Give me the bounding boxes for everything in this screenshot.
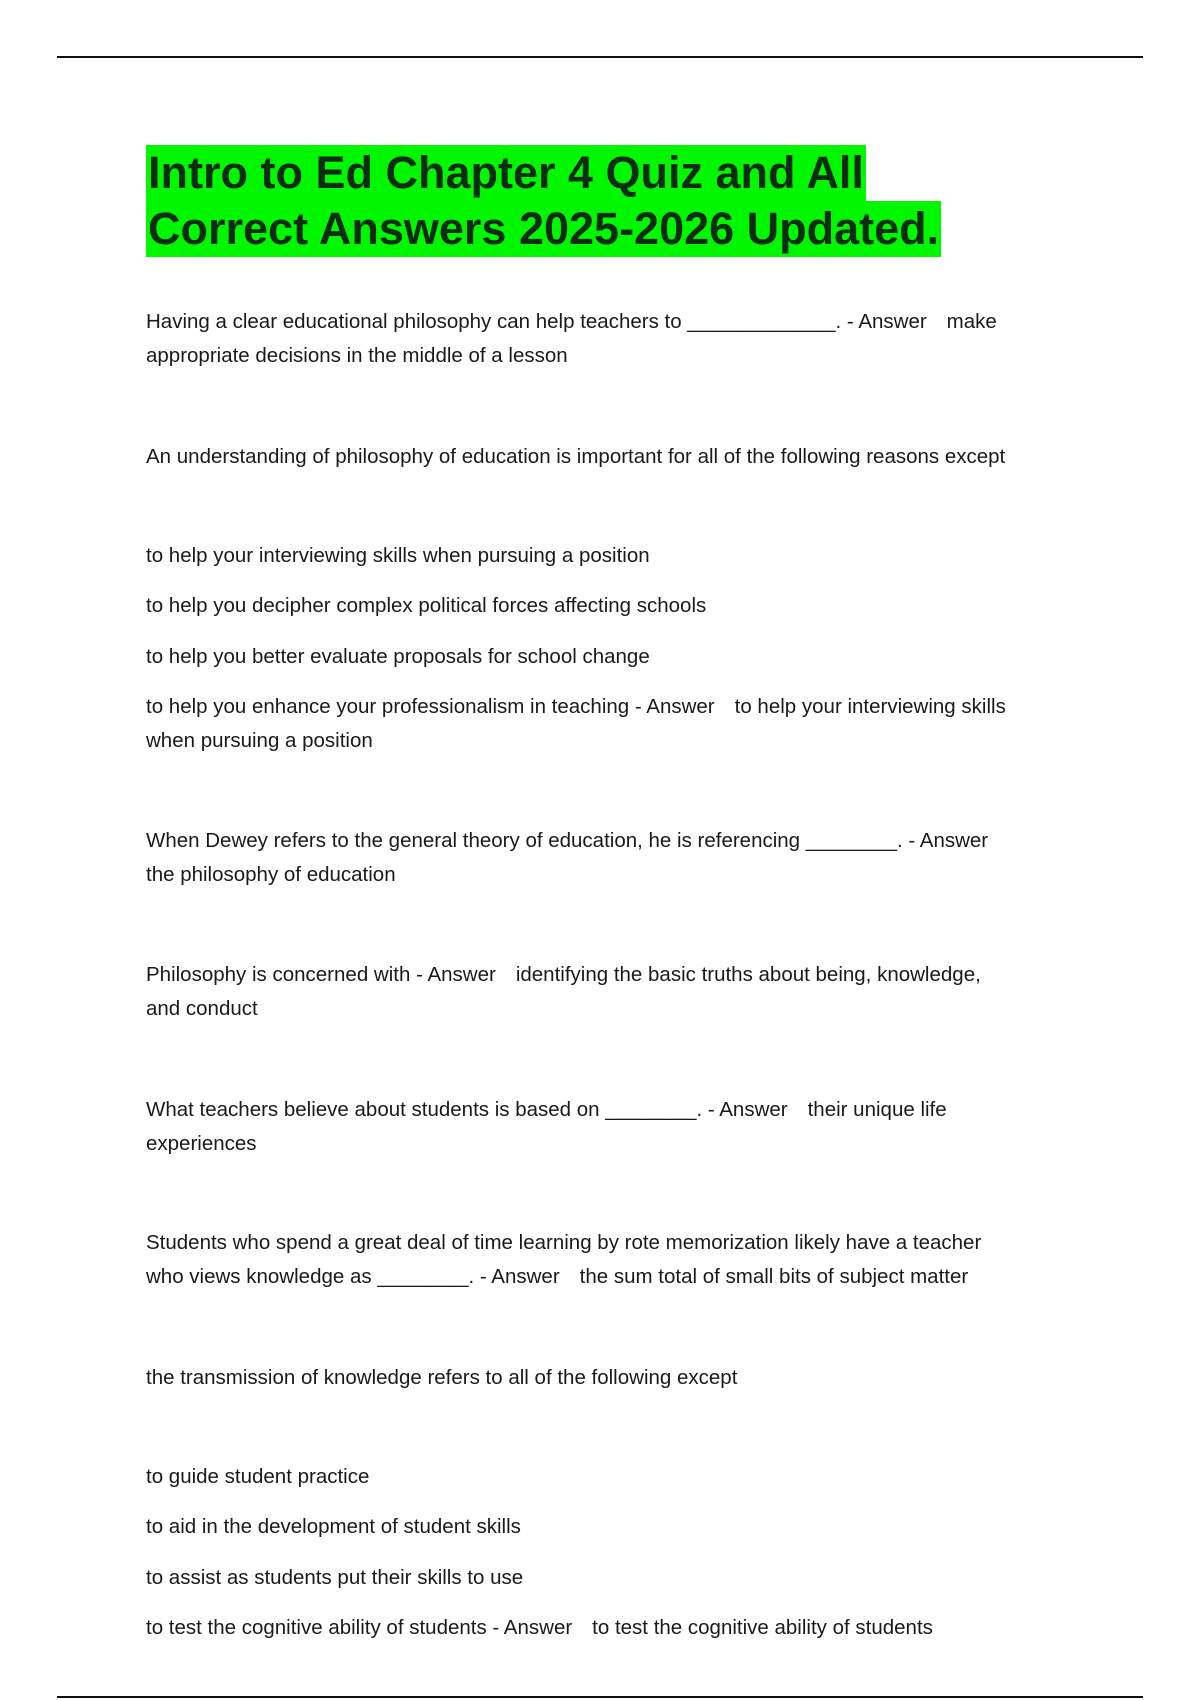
answer-text: to help your interviewing skills: [734, 695, 1006, 718]
qa-item-1: [146, 305, 1096, 373]
option-item: to help your interviewing skills when pursuing a position: [146, 544, 650, 567]
answer-continuation: the philosophy of education: [146, 863, 396, 886]
answer-text: to test the cognitive ability of students: [592, 1616, 933, 1639]
qa-item-3: [146, 824, 1096, 892]
answer-text: make: [946, 310, 997, 333]
question-text: Philosophy is concerned with - Answer: [146, 963, 496, 986]
option-item: to help you decipher complex political forces affecting schools: [146, 594, 707, 617]
option-item-with-answer: [146, 690, 1096, 758]
question-text: to test the cognitive ability of students - Answer: [146, 1616, 573, 1639]
qa-item-6: [146, 1226, 1096, 1294]
answer-continuation: when pursuing a position: [146, 729, 373, 752]
option-item-with-answer: [146, 1611, 1096, 1645]
question-continuation: who views knowledge as ________. - Answer: [146, 1265, 560, 1288]
header-rule: [57, 56, 1143, 58]
question-text: Having a clear educational philosophy can help teachers to _____________. - Answer: [146, 310, 927, 333]
option-item: to guide student practice: [146, 1465, 370, 1488]
qa-item-2: [146, 440, 1096, 474]
title-line-1: Intro to Ed Chapter 4 Quiz and All: [146, 145, 866, 201]
qa-item-4: [146, 958, 1096, 1026]
answer-continuation: and conduct: [146, 997, 258, 1020]
footer-rule: [57, 1696, 1143, 1698]
answer-continuation: appropriate decisions in the middle of a lesson: [146, 344, 568, 367]
question-text: When Dewey refers to the general theory of education, he is referencing ________. - Answer: [146, 829, 989, 852]
option-item: to help you better evaluate proposals for school change: [146, 645, 650, 668]
qa-item-5: [146, 1093, 1096, 1161]
question-text: What teachers believe about students is based on ________. - Answer: [146, 1098, 788, 1121]
qa-item-7: [146, 1361, 1096, 1395]
answer-text: identifying the basic truths about being, knowledge,: [515, 963, 981, 986]
question-text: the transmission of knowledge refers to all of the following except: [146, 1366, 738, 1389]
question-text: to help you enhance your professionalism in teaching - Answer: [146, 695, 715, 718]
option-item: to assist as students put their skills to use: [146, 1566, 524, 1589]
answer-continuation: experiences: [146, 1132, 257, 1155]
document-title: [146, 145, 1046, 257]
answer-text: the sum total of small bits of subject matter: [579, 1265, 969, 1288]
question-text: Students who spend a great deal of time learning by rote memorization likely have a teacher: [146, 1231, 982, 1254]
question-text: An understanding of philosophy of education is important for all of the following reasons except: [146, 445, 1006, 468]
option-item: to aid in the development of student skills: [146, 1515, 521, 1538]
answer-text: their unique life: [807, 1098, 947, 1121]
title-line-2: Correct Answers 2025-2026 Updated.: [146, 201, 941, 257]
